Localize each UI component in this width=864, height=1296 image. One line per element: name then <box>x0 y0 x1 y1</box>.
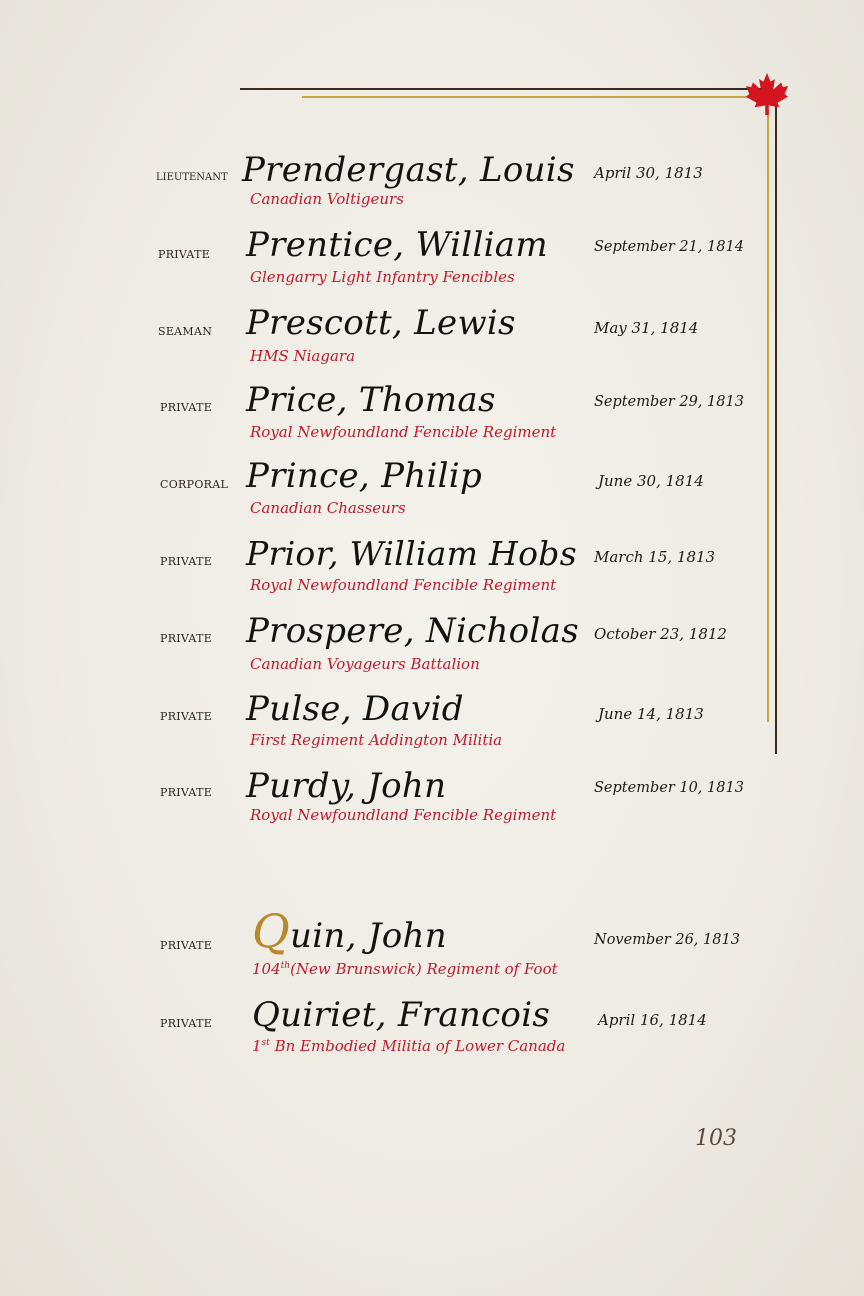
entry-name <box>252 904 447 958</box>
entry-unit: First Regiment Addington Militia <box>250 731 503 749</box>
entry-rank: SEAMAN <box>158 325 213 338</box>
unit-ordinal: st <box>261 1038 270 1048</box>
unit-name: (New Brunswick) Regiment of Foot <box>290 960 558 978</box>
entry-unit <box>252 1037 565 1055</box>
entry-name: Prendergast, Louis <box>242 150 575 190</box>
entry-rank: PRIVATE <box>160 632 213 645</box>
entry-date: April 30, 1813 <box>594 164 703 182</box>
entry-date: March 15, 1813 <box>594 548 716 566</box>
entry-unit: Royal Newfoundland Fencible Regiment <box>250 423 557 441</box>
entry-unit: Royal Newfoundland Fencible Regiment <box>250 576 557 594</box>
entry-rank: PRIVATE <box>160 401 213 414</box>
memorial-entry <box>0 534 864 604</box>
border-rule-top-dark <box>240 88 770 90</box>
entry-rank: PRIVATE <box>160 1017 213 1030</box>
entry-rank: PRIVATE <box>160 555 213 568</box>
entry-date: June 14, 1813 <box>598 705 704 723</box>
memorial-entry <box>0 995 864 1065</box>
border-rule-top-gold <box>302 96 764 98</box>
memorial-entry <box>0 456 864 526</box>
entry-date: September 29, 1813 <box>594 394 744 410</box>
entry-name: Prince, Philip <box>246 456 483 496</box>
entry-rank: PRIVATE <box>160 786 213 799</box>
memorial-entry <box>0 303 864 373</box>
unit-number: 104 <box>252 960 281 978</box>
memorial-entry <box>0 380 864 450</box>
entry-rank: PRIVATE <box>160 939 213 952</box>
entry-unit: Royal Newfoundland Fencible Regiment <box>250 806 557 824</box>
entry-unit: Canadian Chasseurs <box>250 499 406 517</box>
unit-number: 1 <box>252 1037 262 1055</box>
entry-date: September 21, 1814 <box>594 239 744 255</box>
entry-name: Price, Thomas <box>246 380 496 420</box>
entry-name: Prentice, William <box>246 225 548 265</box>
entry-unit: Canadian Voyageurs Battalion <box>250 655 480 673</box>
memorial-entry <box>0 766 864 836</box>
entry-date: October 23, 1812 <box>594 625 727 643</box>
entry-date: November 26, 1813 <box>594 932 740 948</box>
entry-unit: Canadian Voltigeurs <box>250 190 404 208</box>
memorial-entry <box>0 904 864 986</box>
entry-date: June 30, 1814 <box>598 472 704 490</box>
entry-rank: PRIVATE <box>160 710 213 723</box>
entry-rank: CORPORAL <box>160 478 229 491</box>
entry-date: September 10, 1813 <box>594 780 744 796</box>
memorial-entry <box>0 611 864 681</box>
entry-unit <box>252 960 558 978</box>
entry-name: Prescott, Lewis <box>246 303 516 343</box>
unit-name: Bn Embodied Militia of Lower Canada <box>269 1037 566 1055</box>
entry-name: Quiriet, Francois <box>252 995 551 1035</box>
entry-rank: LIEUTENANT <box>156 172 228 183</box>
page-number: 103 <box>695 1126 737 1151</box>
memorial-entry <box>0 148 864 218</box>
entry-date: May 31, 1814 <box>594 319 699 337</box>
illuminated-initial: Q <box>252 904 291 958</box>
entry-name: Prior, William Hobs <box>246 534 577 573</box>
entry-unit: HMS Niagara <box>250 347 356 365</box>
memorial-entry <box>0 225 864 295</box>
maple-leaf-icon <box>744 72 790 116</box>
entry-name: Purdy, John <box>246 766 447 806</box>
entry-name: Pulse, David <box>246 689 464 729</box>
entry-unit: Glengarry Light Infantry Fencibles <box>250 268 515 286</box>
entry-rank: PRIVATE <box>158 248 211 261</box>
memorial-entry <box>0 689 864 759</box>
entry-date: April 16, 1814 <box>598 1011 707 1029</box>
unit-ordinal: th <box>280 961 291 971</box>
entry-name-rest: uin, John <box>290 916 447 956</box>
entry-name: Prospere, Nicholas <box>246 611 579 651</box>
